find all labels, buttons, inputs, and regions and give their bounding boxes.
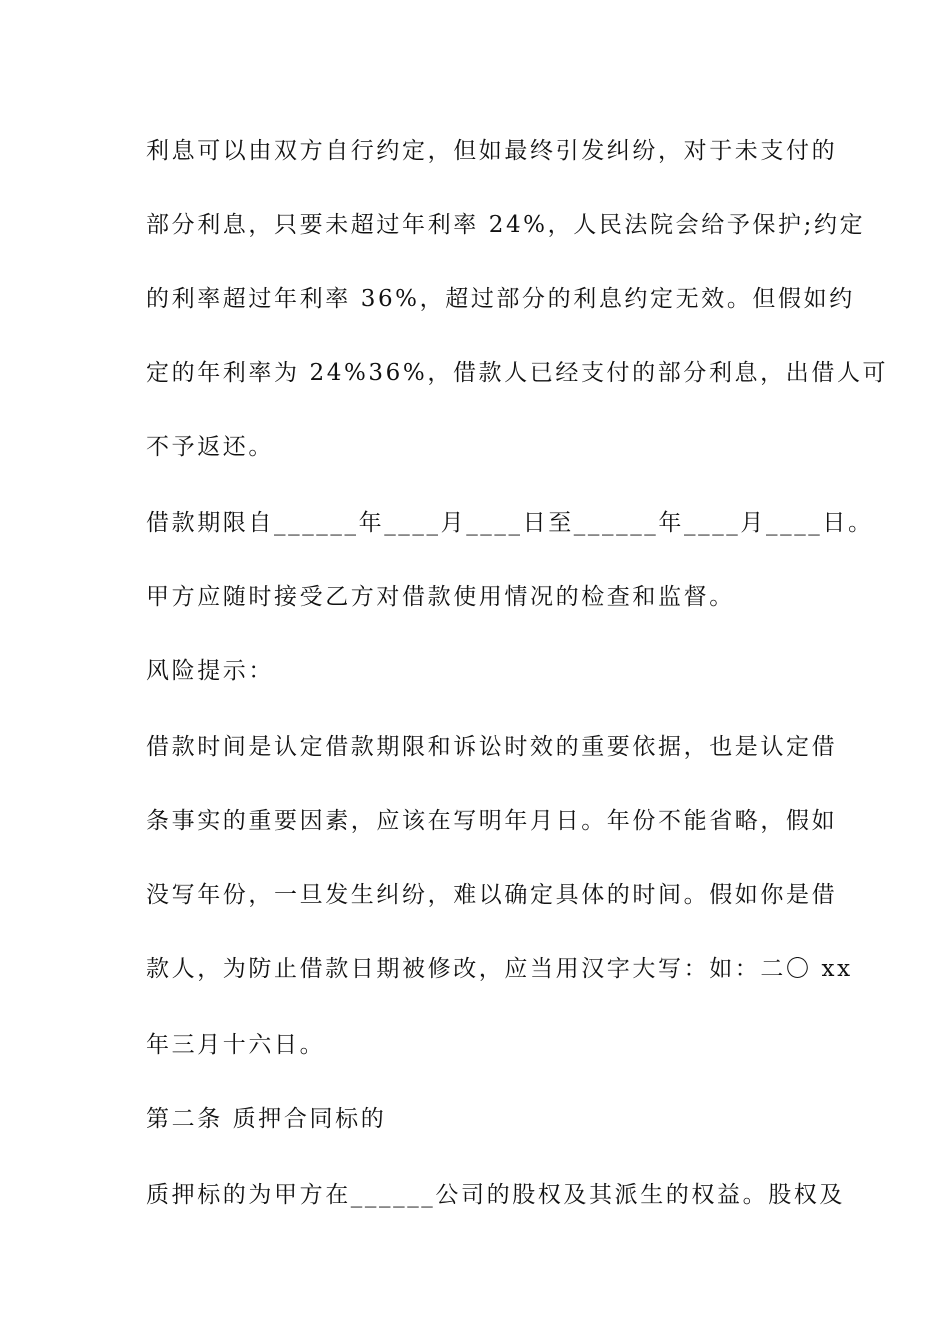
- text-line: 利息可以由双方自行约定，但如最终引发纠纷，对于未支付的: [146, 138, 838, 164]
- text-line: 的利率超过年利率 36%，超过部分的利息约定无效。但假如约: [146, 286, 855, 312]
- text-line: 年三月十六日。: [146, 1032, 326, 1058]
- loan-term-line: 借款期限自______年____月____日至______年____月____日。: [146, 510, 874, 536]
- text-line: 借款时间是认定借款期限和诉讼时效的重要依据，也是认定借: [146, 734, 838, 760]
- section-heading-risk: 风险提示：: [146, 658, 274, 684]
- text-line: 不予返还。: [146, 434, 274, 460]
- text-line: 甲方应随时接受乙方对借款使用情况的检查和监督。: [146, 584, 735, 610]
- text-line: 质押标的为甲方在______公司的股权及其派生的权益。股权及: [146, 1182, 845, 1208]
- text-line: 定的年利率为 24%36%，借款人已经支付的部分利息，出借人可: [146, 360, 889, 386]
- text-line: 没写年份，一旦发生纠纷，难以确定具体的时间。假如你是借: [146, 882, 838, 908]
- text-line: 条事实的重要因素，应该在写明年月日。年份不能省略，假如: [146, 808, 838, 834]
- text-line: 款人，为防止借款日期被修改，应当用汉字大写：如：二〇 xx: [146, 956, 853, 982]
- article-heading: 第二条 质押合同标的: [146, 1106, 387, 1132]
- text-line: 部分利息，只要未超过年利率 24%，人民法院会给予保护;约定: [146, 212, 866, 238]
